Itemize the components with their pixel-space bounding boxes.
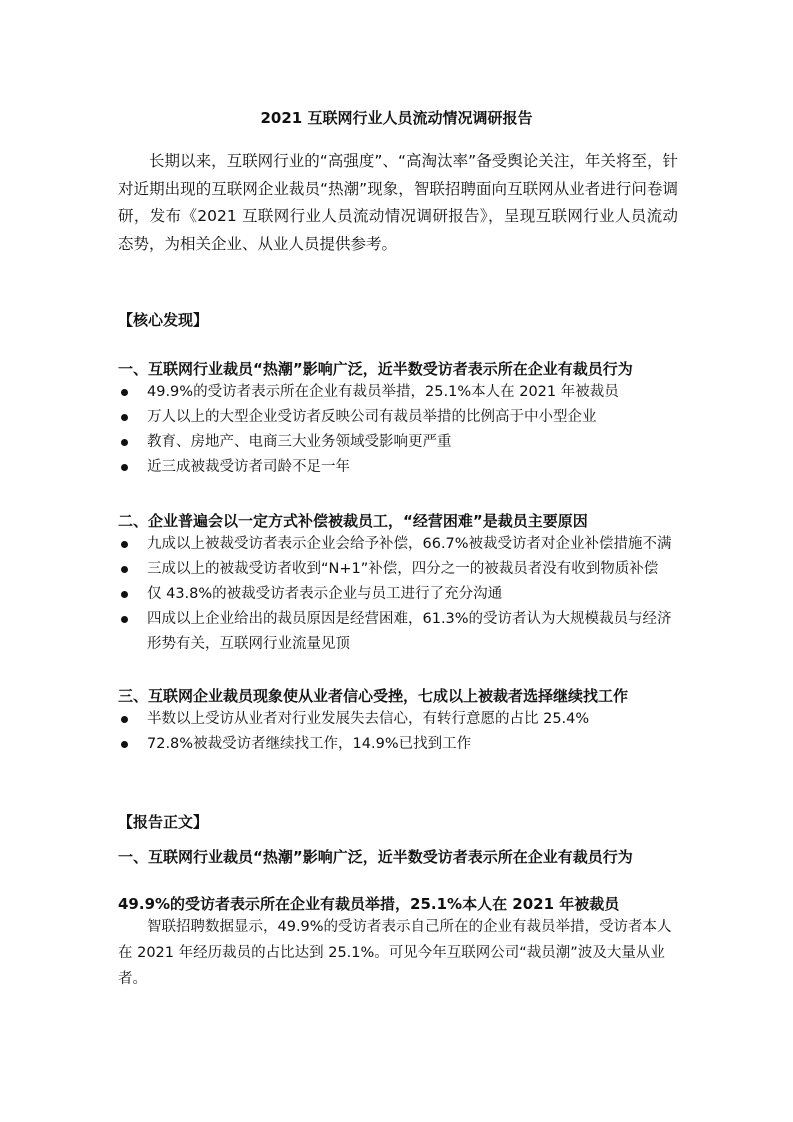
intro-paragraph: 长期以来，互联网行业的“高强度”、“高淘汰率”备受舆论关注，年关将至，针对近期出现的互联网企业裁员“热潮”现象，智联招聘面向互联网从业者进行问卷调研，发布《2021 互联网行业人员流动情况调研报告》，呈现互联网行业人员流动态势，为相关企业、从业人员提供参考。 [118, 152, 678, 253]
list-item: 万人以上的大型企业受访者反映公司有裁员举措的比例高于中小型企业 [118, 405, 678, 430]
list-item: 九成以上被裁受访者表示企业会给予补偿，66.7%被裁受访者对企业补偿措施不满 [118, 532, 678, 557]
document-title: 2021 互联网行业人员流动情况调研报告 [260, 109, 533, 127]
bullet-icon [121, 439, 128, 446]
bullet-icon [121, 566, 128, 573]
section-3 [118, 685, 678, 757]
bullet-icon [121, 616, 128, 623]
bullet-icon [121, 541, 128, 548]
bullet-icon [121, 389, 128, 396]
list-item: 49.9%的受访者表示所在企业有裁员举措，25.1%本人在 2021 年被裁员 [118, 380, 678, 405]
core-findings-label: 【核心发现】 [118, 311, 209, 329]
section-heading: 一、互联网行业裁员“热潮”影响广泛，近半数受访者表示所在企业有裁员行为 [118, 360, 633, 378]
section-heading: 三、互联网企业裁员现象使从业者信心受挫，七成以上被裁者选择继续找工作 [118, 687, 629, 705]
list-item: 近三成被裁受访者司龄不足一年 [118, 455, 678, 480]
body-subheading: 49.9%的受访者表示所在企业有裁员举措，25.1%本人在 2021 年被裁员 [118, 895, 620, 913]
bullet-icon [121, 414, 128, 421]
list-item: 半数以上受访从业者对行业发展失去信心，有转行意愿的占比 25.4% [118, 707, 678, 732]
section-heading: 二、企业普遍会以一定方式补偿被裁员工，“经营困难”是裁员主要原因 [118, 512, 588, 530]
list-item: 教育、房地产、电商三大业务领域受影响更严重 [118, 430, 678, 455]
bullet-icon [121, 741, 128, 748]
bullet-icon [121, 716, 128, 723]
bullet-icon [121, 591, 128, 598]
list-item: 四成以上企业给出的裁员原因是经营困难，61.3%的受访者认为大规模裁员与经济形势有关，互联网行业流量见顶 [118, 607, 678, 657]
bullet-icon [121, 464, 128, 471]
list-item: 三成以上的被裁受访者收到“N+1”补偿，四分之一的被裁员者没有收到物质补偿 [118, 557, 678, 582]
section-1 [118, 358, 678, 480]
body-paragraph: 智联招聘数据显示，49.9%的受访者表示自己所在的企业有裁员举措，受访者本人在 2021 年经历裁员的占比达到 25.1%。可见今年互联网公司“裁员潮”波及大量从业者。 [118, 919, 672, 987]
list-item: 72.8%被裁受访者继续找工作，14.9%已找到工作 [118, 732, 678, 757]
section-2 [118, 510, 678, 657]
list-item: 仅 43.8%的被裁受访者表示企业与员工进行了充分沟通 [118, 582, 678, 607]
report-body-label: 【报告正文】 [118, 813, 209, 831]
body-heading: 一、互联网行业裁员“热潮”影响广泛，近半数受访者表示所在企业有裁员行为 [118, 848, 633, 866]
